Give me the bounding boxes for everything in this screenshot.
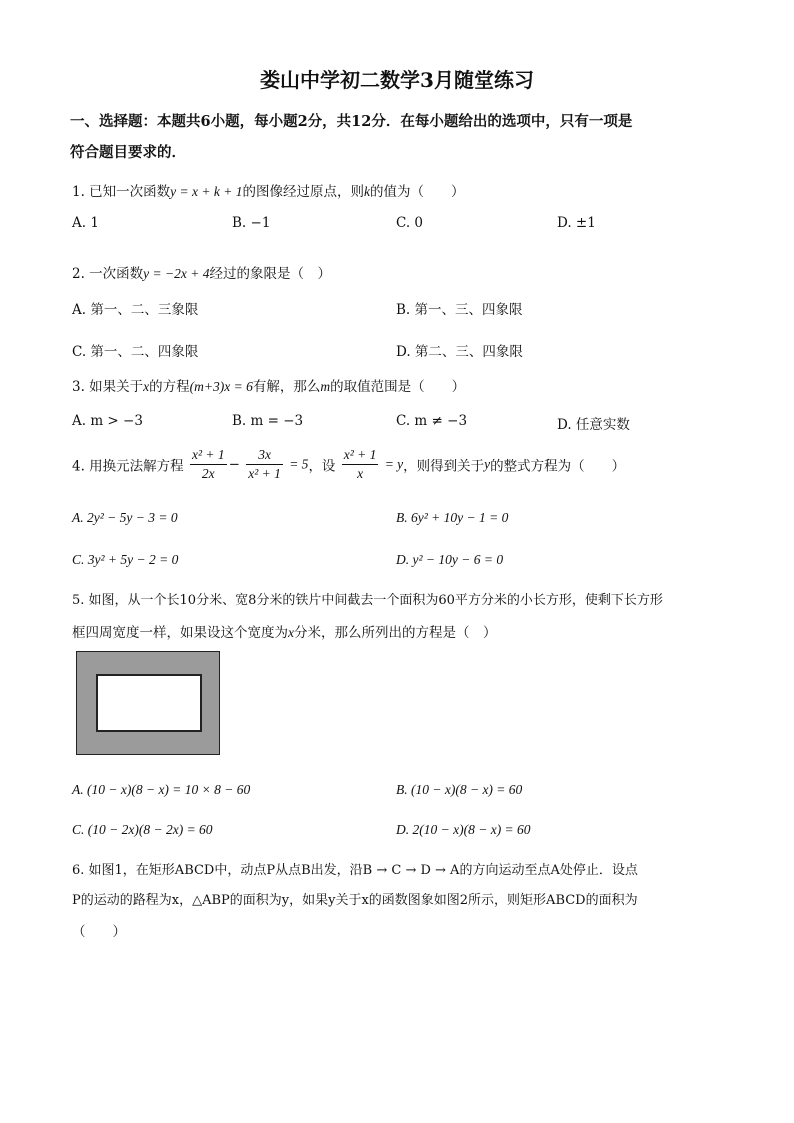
q5-option-a: A. (10 − x)(8 − x) = 10 × 8 − 60	[72, 782, 251, 797]
q5-line2-suffix: 分米，那么所列出的方程是（ ）	[294, 625, 497, 641]
q4-f2-numerator: 3x	[246, 446, 283, 465]
q1-option-b: B. −1	[232, 215, 271, 231]
q4-minus: −	[228, 456, 240, 473]
q4-suffix: 的整式方程为（ ）	[490, 458, 626, 475]
q2-prefix: 2. 一次函数	[72, 266, 144, 282]
q1-prefix: 1. 已知一次函数	[72, 184, 171, 200]
q4-eq2: = y	[384, 456, 404, 472]
q4-fraction-2	[246, 446, 283, 483]
q1-option-c: C. 0	[396, 215, 424, 231]
q4-eq: = 5	[289, 456, 309, 472]
q4-var: y	[484, 456, 491, 472]
q3-option-a: A. m > −3	[72, 413, 143, 429]
q4-option-c: C. 3y² + 5y − 2 = 0	[72, 552, 179, 567]
question-6-line1: 6. 如图1，在矩形ABCD中，动点P从点B出发，沿B → C → D → A的方向运动至点A处停止．设点	[72, 863, 638, 878]
section-heading-line1: 一、选择题：本题共6小题，每小题2分，共12分．在每小题给出的选项中，只有一项是	[70, 113, 633, 130]
q1-option-a: A. 1	[72, 215, 99, 231]
q3-suffix: 的取值范围是（ ）	[330, 379, 466, 395]
q2-suffix: 经过的象限是（ ）	[209, 266, 331, 282]
question-6-line2: P的运动的路程为x，△ABP的面积为y，如果y关于x的函数图象如图2所示，则矩形ABCD的面积为	[72, 893, 638, 908]
section-heading-line2: 符合题目要求的．	[70, 144, 186, 161]
q4-option-b: B. 6y² + 10y − 1 = 0	[396, 510, 509, 525]
q1-option-d: D. ±1	[557, 215, 596, 231]
q2-formula: y = −2x + 4	[143, 266, 210, 281]
q4-mid2: ，则得到关于	[403, 458, 485, 475]
q5-option-c: C. (10 − 2x)(8 − 2x) = 60	[72, 822, 213, 837]
question-5-line1: 5. 如图，从一个长10分米、宽8分米的铁片中间截去一个面积为60平方分米的小长方形，使剩下长方形	[72, 593, 663, 608]
q5-line2-prefix: 框四周宽度一样，如果设这个宽度为	[72, 625, 288, 641]
q4-f3-denominator: x	[357, 466, 364, 481]
question-6-line3: （ ）	[72, 924, 126, 940]
q1-mid: 的图像经过原点，则	[242, 184, 364, 200]
iron-sheet-figure	[76, 651, 220, 755]
question-2	[72, 262, 331, 282]
q5-option-b: B. (10 − x)(8 − x) = 60	[396, 782, 523, 797]
question-3	[72, 375, 465, 395]
q5-var: x	[288, 625, 294, 640]
question-4	[72, 446, 625, 483]
q4-f2-denominator: x² + 1	[248, 466, 281, 481]
q3-var2: m	[320, 379, 331, 394]
q4-mid: ，设	[308, 458, 336, 475]
q4-f1-numerator: x² + 1	[190, 446, 227, 465]
question-5-line2	[72, 621, 497, 641]
q1-suffix: 的值为（ ）	[369, 184, 465, 200]
q3-mid2: 有解，那么	[252, 379, 321, 395]
page-title: 娄山中学初二数学3月随堂练习	[260, 68, 534, 92]
q4-fraction-3	[342, 446, 379, 483]
question-1	[72, 180, 464, 200]
q2-option-d: D. 第二、三、四象限	[396, 344, 523, 360]
q4-f1-denominator: 2x	[201, 466, 215, 481]
q4-f3-numerator: x² + 1	[342, 446, 379, 465]
q3-var: x	[143, 379, 150, 394]
q2-option-b: B. 第一、三、四象限	[396, 302, 523, 318]
q3-option-b: B. m = −3	[232, 413, 304, 429]
q4-prefix: 4. 用换元法解方程	[72, 458, 184, 475]
q2-option-a: A. 第一、二、三象限	[72, 302, 199, 318]
q1-formula: y = x + k + 1	[170, 184, 243, 199]
q4-option-a: A. 2y² − 5y − 3 = 0	[72, 510, 178, 525]
q3-option-c: C. m ≠ −3	[396, 413, 468, 429]
q5-option-d: D. 2(10 − x)(8 − x) = 60	[396, 822, 531, 837]
q3-option-d: D. 任意实数	[557, 417, 630, 433]
q2-option-c: C. 第一、二、四象限	[72, 344, 199, 360]
q3-prefix: 3. 如果关于	[72, 379, 144, 395]
q4-fraction-1	[190, 446, 227, 483]
q3-mid: 的方程	[149, 379, 190, 395]
q3-formula: (m+3)x = 6	[189, 379, 253, 394]
q1-var: k	[363, 184, 370, 199]
q4-option-d: D. y² − 10y − 6 = 0	[396, 552, 504, 567]
cut-out-rectangle	[96, 674, 202, 732]
